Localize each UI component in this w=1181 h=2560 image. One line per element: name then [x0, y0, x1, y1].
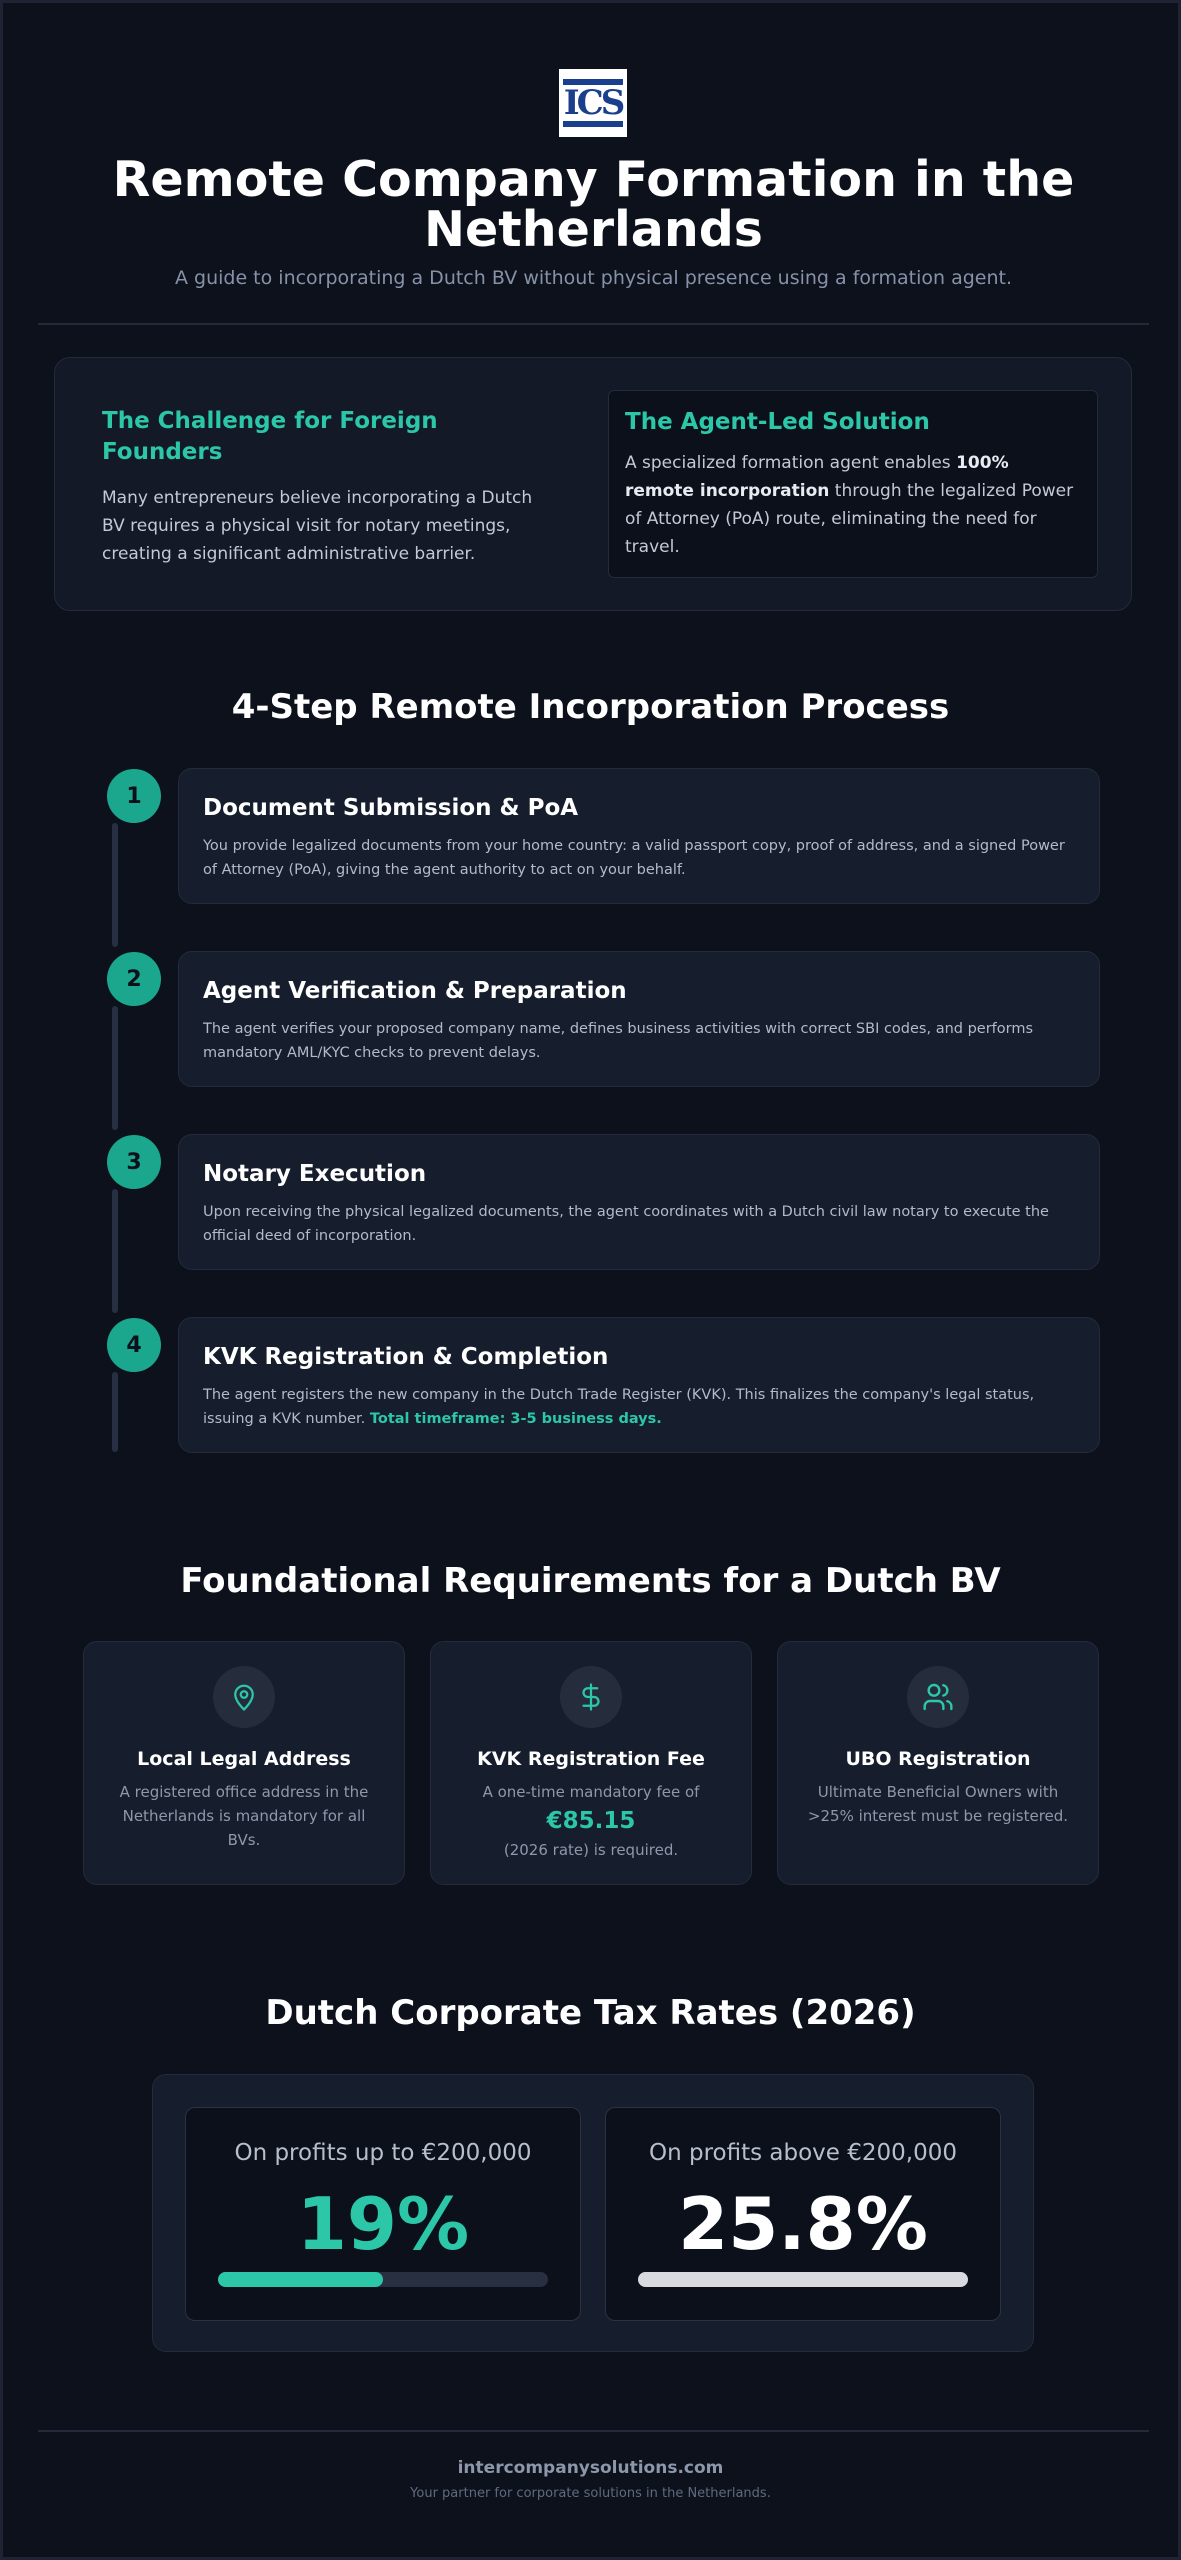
requirement-card	[430, 1641, 752, 1885]
tax-rate-bar	[638, 2272, 968, 2287]
intro-card	[54, 357, 1132, 611]
tax-rate-label: On profits above €200,000	[649, 2140, 957, 2166]
requirement-title: KVK Registration Fee	[477, 1748, 705, 1770]
header-divider	[38, 323, 1149, 325]
logo-text: ICS	[563, 79, 623, 127]
tax-title: Dutch Corporate Tax Rates (2026)	[265, 1993, 916, 2033]
requirement-card	[83, 1641, 405, 1885]
challenge-title: The Challenge for Foreign Founders	[102, 408, 438, 465]
requirement-title: UBO Registration	[845, 1748, 1031, 1770]
step-card	[178, 1134, 1100, 1270]
challenge-block	[102, 406, 552, 568]
solution-text-bold: 100% remote incorporation	[625, 453, 1009, 501]
solution-text-part: through the legalized Power of Attorney (PoA) route, eliminating the need for travel.	[625, 481, 1074, 557]
step-title: Agent Verification & Preparation	[203, 978, 627, 1004]
step-connector	[112, 1189, 118, 1313]
step-text: You provide legalized documents from your home country: a valid passport copy, proof of address, and a signed Power of Attorney (PoA), giving the agent authority to act on your behalf.	[203, 838, 1065, 878]
footer-divider	[38, 2430, 1149, 2432]
step-card	[178, 1317, 1100, 1453]
tax-rate-box	[185, 2107, 581, 2321]
page-title: Remote Company Formation in the Netherlands	[112, 151, 1075, 258]
step-text	[203, 1383, 1075, 1431]
step-number: 3	[107, 1135, 161, 1189]
tax-rate-bar	[218, 2272, 548, 2287]
step-connector	[112, 1372, 118, 1452]
fee-text-before: A one-time mandatory fee of	[482, 1783, 700, 1801]
users-icon	[907, 1666, 969, 1728]
fee-amount: €85.15	[546, 1808, 636, 1834]
fee-text-after: (2026 rate) is required.	[503, 1841, 679, 1859]
step-connector	[112, 1006, 118, 1130]
tax-rate-value: 25.8%	[678, 2182, 928, 2266]
requirement-title: Local Legal Address	[137, 1748, 351, 1770]
solution-block	[608, 390, 1098, 578]
requirement-text	[455, 1780, 727, 1862]
challenge-text: Many entrepreneurs believe incorporating a Dutch BV requires a physical visit for notary meetings, creating a significant administrative barrier.	[102, 488, 533, 564]
timeframe-highlight: Total timeframe: 3-5 business days.	[369, 1411, 662, 1427]
tax-rate-value: 19%	[296, 2182, 470, 2266]
tax-rate-label: On profits up to €200,000	[234, 2140, 532, 2166]
solution-text	[625, 449, 1081, 561]
step-text: The agent verifies your proposed company name, defines business activities with correct SBI codes, and performs mandatory AML/KYC checks to prevent delays.	[203, 1021, 1034, 1061]
solution-title: The Agent-Led Solution	[625, 409, 930, 435]
dollar-icon	[560, 1666, 622, 1728]
requirement-text: A registered office address in the Netherlands is mandatory for all BVs.	[119, 1783, 369, 1849]
step-connector	[112, 823, 118, 947]
tax-rate-bar-fill	[218, 2272, 383, 2287]
tax-rate-box	[605, 2107, 1001, 2321]
map-pin-icon	[213, 1666, 275, 1728]
step-number: 4	[107, 1318, 161, 1372]
requirement-text: Ultimate Beneficial Owners with >25% interest must be registered.	[807, 1783, 1069, 1825]
footer-tagline: Your partner for corporate solutions in the Netherlands.	[410, 2486, 771, 2501]
step-title: KVK Registration & Completion	[203, 1344, 609, 1370]
step-title: Notary Execution	[203, 1161, 427, 1187]
company-logo	[559, 69, 627, 137]
tax-rate-bar-fill	[638, 2272, 968, 2287]
process-title: 4-Step Remote Incorporation Process	[231, 687, 950, 727]
step-card	[178, 768, 1100, 904]
requirement-card	[777, 1641, 1099, 1885]
page-subtitle: A guide to incorporating a Dutch BV without physical presence using a formation agent.	[174, 267, 1013, 289]
step-card	[178, 951, 1100, 1087]
step-number: 1	[107, 769, 161, 823]
step-text: Upon receiving the physical legalized documents, the agent coordinates with a Dutch civil law notary to execute the official deed of incorporation.	[203, 1204, 1049, 1244]
step-number: 2	[107, 952, 161, 1006]
tax-panel	[152, 2074, 1034, 2352]
step-text-part: The agent registers the new company in the Dutch Trade Register (KVK). This finalizes the company's legal status, issuing a KVK number.	[203, 1387, 1035, 1427]
requirements-title: Foundational Requirements for a Dutch BV	[180, 1561, 1001, 1601]
footer-website-link[interactable]: intercompanysolutions.com	[457, 2458, 724, 2478]
solution-text-part: A specialized formation agent enables	[625, 453, 957, 473]
step-title: Document Submission & PoA	[203, 795, 579, 821]
